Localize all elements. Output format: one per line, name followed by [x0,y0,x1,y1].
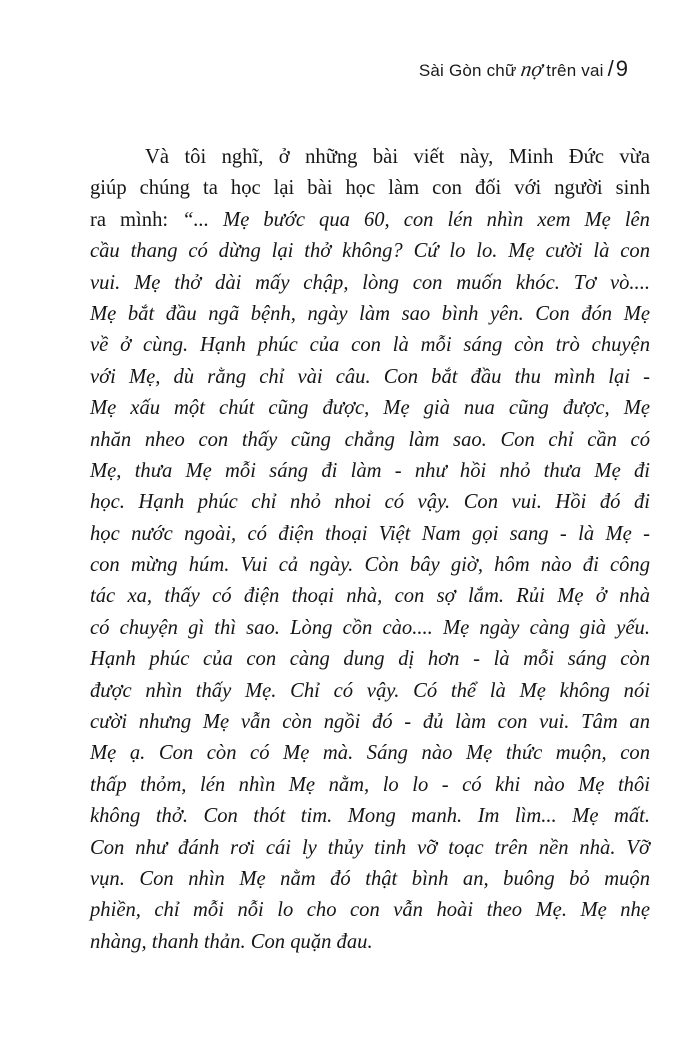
text-line: thấp thỏm, lén nhìn Mẹ nằm, lo lo - có khi nào Mẹ thôi [90,773,650,796]
text-line: giúp chúng ta học lại bài học làm con đối với người sinh [90,177,650,200]
page-number: 9 [615,56,628,81]
header-title-script: nợ [518,57,545,81]
text-line: học. Hạnh phúc chỉ nhỏ nhoi có vậy. Con vui. Hồi đó đi [90,491,650,514]
text-line: Hạnh phúc của con càng dung dị hơn - là mỗi sáng còn [90,648,650,671]
running-header [419,56,628,82]
text-line-italic: “... Mẹ bước qua 60, con lén nhìn xem Mẹ lên [182,208,650,231]
text-line: có chuyện gì thì sao. Lòng cồn cào.... Mẹ ngày càng già yếu. [90,616,650,639]
text-line: nhăn nheo con thấy cũng chẳng làm sao. Con chỉ cần có [90,428,650,451]
body-text [90,142,650,958]
text-line-upright: ra mình: [90,208,183,231]
header-separator: / [607,56,614,81]
text-line: không thở. Con thót tim. Mong manh. Im lìm... Mẹ mất. [90,805,650,828]
text-line: vụn. Con nhìn Mẹ nằm đó thật bình an, buông bỏ muộn [90,867,650,890]
text-line: Mẹ bắt đầu ngã bệnh, ngày làm sao bình yên. Con đón Mẹ [90,302,650,325]
text-line [90,205,650,236]
header-title-suffix: trên vai [546,61,604,80]
header-title-prefix: Sài Gòn chữ [418,61,517,80]
text-line: phiền, chỉ mỗi nỗi lo cho con vẫn hoài theo Mẹ. Mẹ nhẹ [90,899,650,922]
text-line: vui. Mẹ thở dài mấy chập, lòng con muốn khóc. Tơ vò.... [90,271,650,294]
text-line: tác xa, thấy có điện thoại nhà, con sợ lắm. Rủi Mẹ ở nhà [90,585,650,608]
text-line: Mẹ, thưa Mẹ mỗi sáng đi làm - như hồi nhỏ thưa Mẹ đi [90,459,650,482]
text-line: Và tôi nghĩ, ở những bài viết này, Minh Đức vừa [145,146,650,168]
text-line: được nhìn thấy Mẹ. Chỉ có vậy. Có thể là Mẹ không nói [90,679,650,702]
text-line: với Mẹ, dù rằng chỉ vài câu. Con bắt đầu thu mình lại - [90,365,650,388]
text-line: nhàng, thanh thản. Con quặn đau. [90,930,373,953]
text-line: con mừng húm. Vui cả ngày. Còn bây giờ, hôm nào đi công [90,554,650,577]
text-line: Con như đánh rơi cái ly thủy tinh vỡ toạc trên nền nhà. Vỡ [90,836,650,859]
text-line: về ở cùng. Hạnh phúc của con là mỗi sáng còn trò chuyện [90,334,650,357]
text-line: Mẹ xấu một chút cũng được, Mẹ già nua cũng được, Mẹ [90,397,650,420]
text-line: Mẹ ạ. Con còn có Mẹ mà. Sáng nào Mẹ thức muộn, con [90,742,650,765]
text-line: cầu thang có dừng lại thở không? Cứ lo lo. Mẹ cười là con [90,240,650,263]
text-line: học nước ngoài, có điện thoại Việt Nam gọi sang - là Mẹ - [90,522,650,545]
text-line: cười nhưng Mẹ vẫn còn ngồi đó - đủ làm con vui. Tâm an [90,711,650,734]
